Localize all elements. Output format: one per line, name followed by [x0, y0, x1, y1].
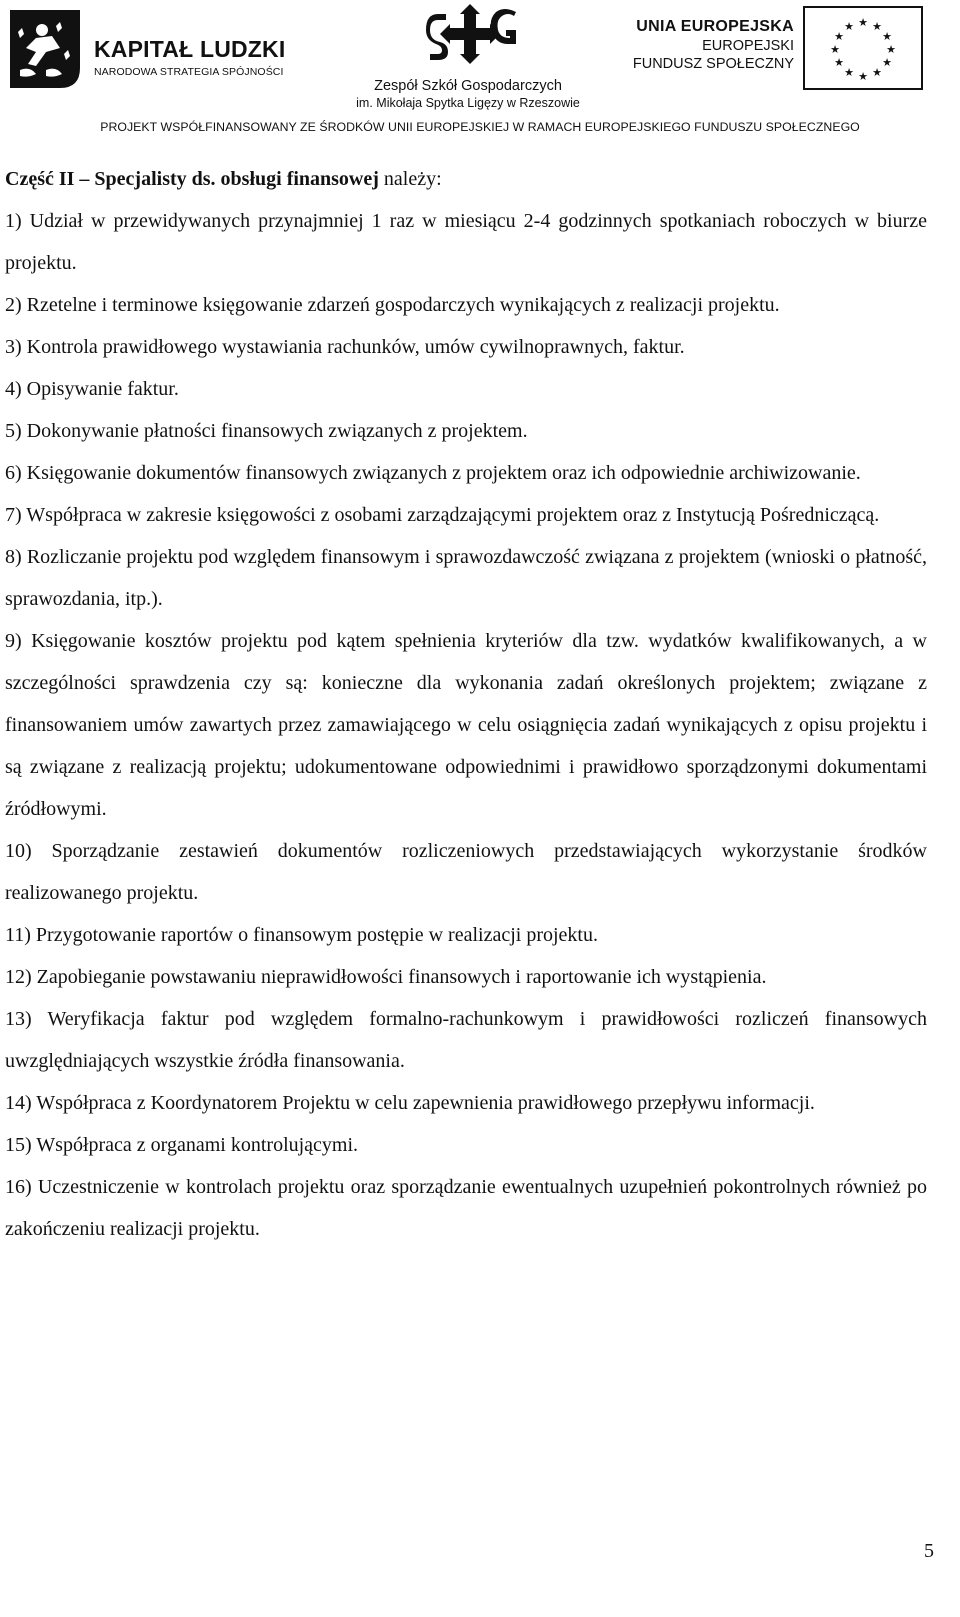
list-item: 4) Opisywanie faktur. — [5, 378, 179, 400]
list-item: 14) Współpraca z Koordynatorem Projektu w celu zapewnienia prawidłowego przepływu informacji. — [5, 1092, 815, 1114]
list-item: 1) Udział w przewidywanych przynajmniej 1 raz w miesiącu 2-4 godzinnych spotkaniach roboczych w biurze projektu. — [5, 210, 927, 274]
list-item: 15) Współpraca z organami kontrolującymi. — [5, 1134, 359, 1156]
svg-text:★: ★ — [886, 43, 896, 56]
eu-fund-line2: FUNDUSZ SPOŁECZNY — [632, 56, 794, 72]
eu-fund-line1: EUROPEJSKI — [702, 38, 794, 54]
svg-text:★: ★ — [882, 30, 892, 43]
svg-text:★: ★ — [872, 66, 882, 79]
list-item: 10) Sporządzanie zestawień dokumentów rozliczeniowych przedstawiających wykorzystanie środków realizowanego projektu. — [5, 840, 927, 904]
eu-logo-text — [622, 18, 794, 72]
document-body — [5, 158, 927, 1250]
school-subname: im. Mikołaja Spytka Ligęzy w Rzeszowie — [356, 96, 580, 110]
list-item: 13) Weryfikacja faktur pod względem formalno-rachunkowym i prawidłowości rozliczeń finansowych uwzględniających wszystkie źródła finansowania. — [5, 1008, 927, 1072]
list-item: 11) Przygotowanie raportów o finansowym postępie w realizacji projektu. — [5, 924, 598, 946]
list-item: 6) Księgowanie dokumentów finansowych związanych z projektem oraz ich odpowiednie archiwizowanie. — [5, 462, 861, 484]
kapital-ludzki-logo — [6, 8, 296, 96]
list-item: 3) Kontrola prawidłowego wystawiania rachunków, umów cywilnoprawnych, faktur. — [5, 336, 685, 358]
school-logo — [318, 0, 618, 114]
eu-flag-icon — [803, 6, 923, 90]
page-header — [0, 0, 960, 150]
svg-text:★: ★ — [844, 20, 854, 33]
svg-text:★: ★ — [858, 16, 868, 29]
list-item: 9) Księgowanie kosztów projektu pod kątem spełnienia kryteriów dla tzw. wydatków kwalifikowanych, a w szczególności sprawdzenia czy są: konieczne dla wykonania zadań określonych projektem; związane z finansowaniem umów zawartych przez zamawiającego w celu osiągnięcia zadań wynikających z opisu projektu i są związane z realizacją projektu; udokumentowane odpowiednimi i prawidłowo sporządzonymi dokumentami źródłowymi. — [5, 630, 927, 820]
school-emblem-icon — [420, 2, 520, 76]
list-item: 5) Dokonywanie płatności finansowych związanych z projektem. — [5, 420, 528, 442]
svg-text:★: ★ — [830, 43, 840, 56]
list-item: 2) Rzetelne i terminowe księgowanie zdarzeń gospodarczych wynikających z realizacji projektu. — [5, 294, 780, 316]
svg-text:★: ★ — [834, 56, 844, 69]
list-item: 7) Współpraca w zakresie księgowości z osobami zarządzającymi projektem oraz z Instytucją Pośredniczącą. — [5, 504, 880, 526]
kapital-ludzki-title: KAPITAŁ LUDZKI — [94, 36, 286, 62]
kapital-ludzki-emblem-icon — [6, 8, 84, 90]
svg-text:★: ★ — [882, 56, 892, 69]
eu-title: UNIA EUROPEJSKA — [636, 18, 794, 35]
section-heading — [5, 158, 927, 200]
kapital-ludzki-subtitle: NARODOWA STRATEGIA SPÓJNOŚCI — [94, 66, 284, 78]
svg-text:★: ★ — [872, 20, 882, 33]
section-heading-rest: należy: — [378, 168, 442, 190]
project-banner: PROJEKT WSPÓŁFINANSOWANY ZE ŚRODKÓW UNII EUROPEJSKIEJ W RAMACH EUROPEJSKIEGO FUNDUSZU SPOŁECZNEGO — [100, 120, 860, 134]
svg-text:★: ★ — [844, 66, 854, 79]
svg-text:★: ★ — [858, 70, 868, 83]
section-heading-bold: Część II – Specjalisty ds. obsługi finansowej — [5, 168, 379, 190]
list-item: 8) Rozliczanie projektu pod względem finansowym i sprawozdawczość związana z projektem (wnioski o płatność, sprawozdania, itp.). — [5, 546, 927, 610]
list-item: 16) Uczestniczenie w kontrolach projektu oraz sporządzanie ewentualnych uzupełnień pokontrolnych również po zakończeniu realizacji projektu. — [5, 1176, 927, 1240]
svg-text:★: ★ — [834, 30, 844, 43]
school-name: Zespół Szkół Gospodarczych — [374, 78, 562, 94]
page-number: 5 — [924, 1540, 934, 1562]
list-item: 12) Zapobieganie powstawaniu nieprawidłowości finansowych i raportowanie ich wystąpienia. — [5, 966, 767, 988]
